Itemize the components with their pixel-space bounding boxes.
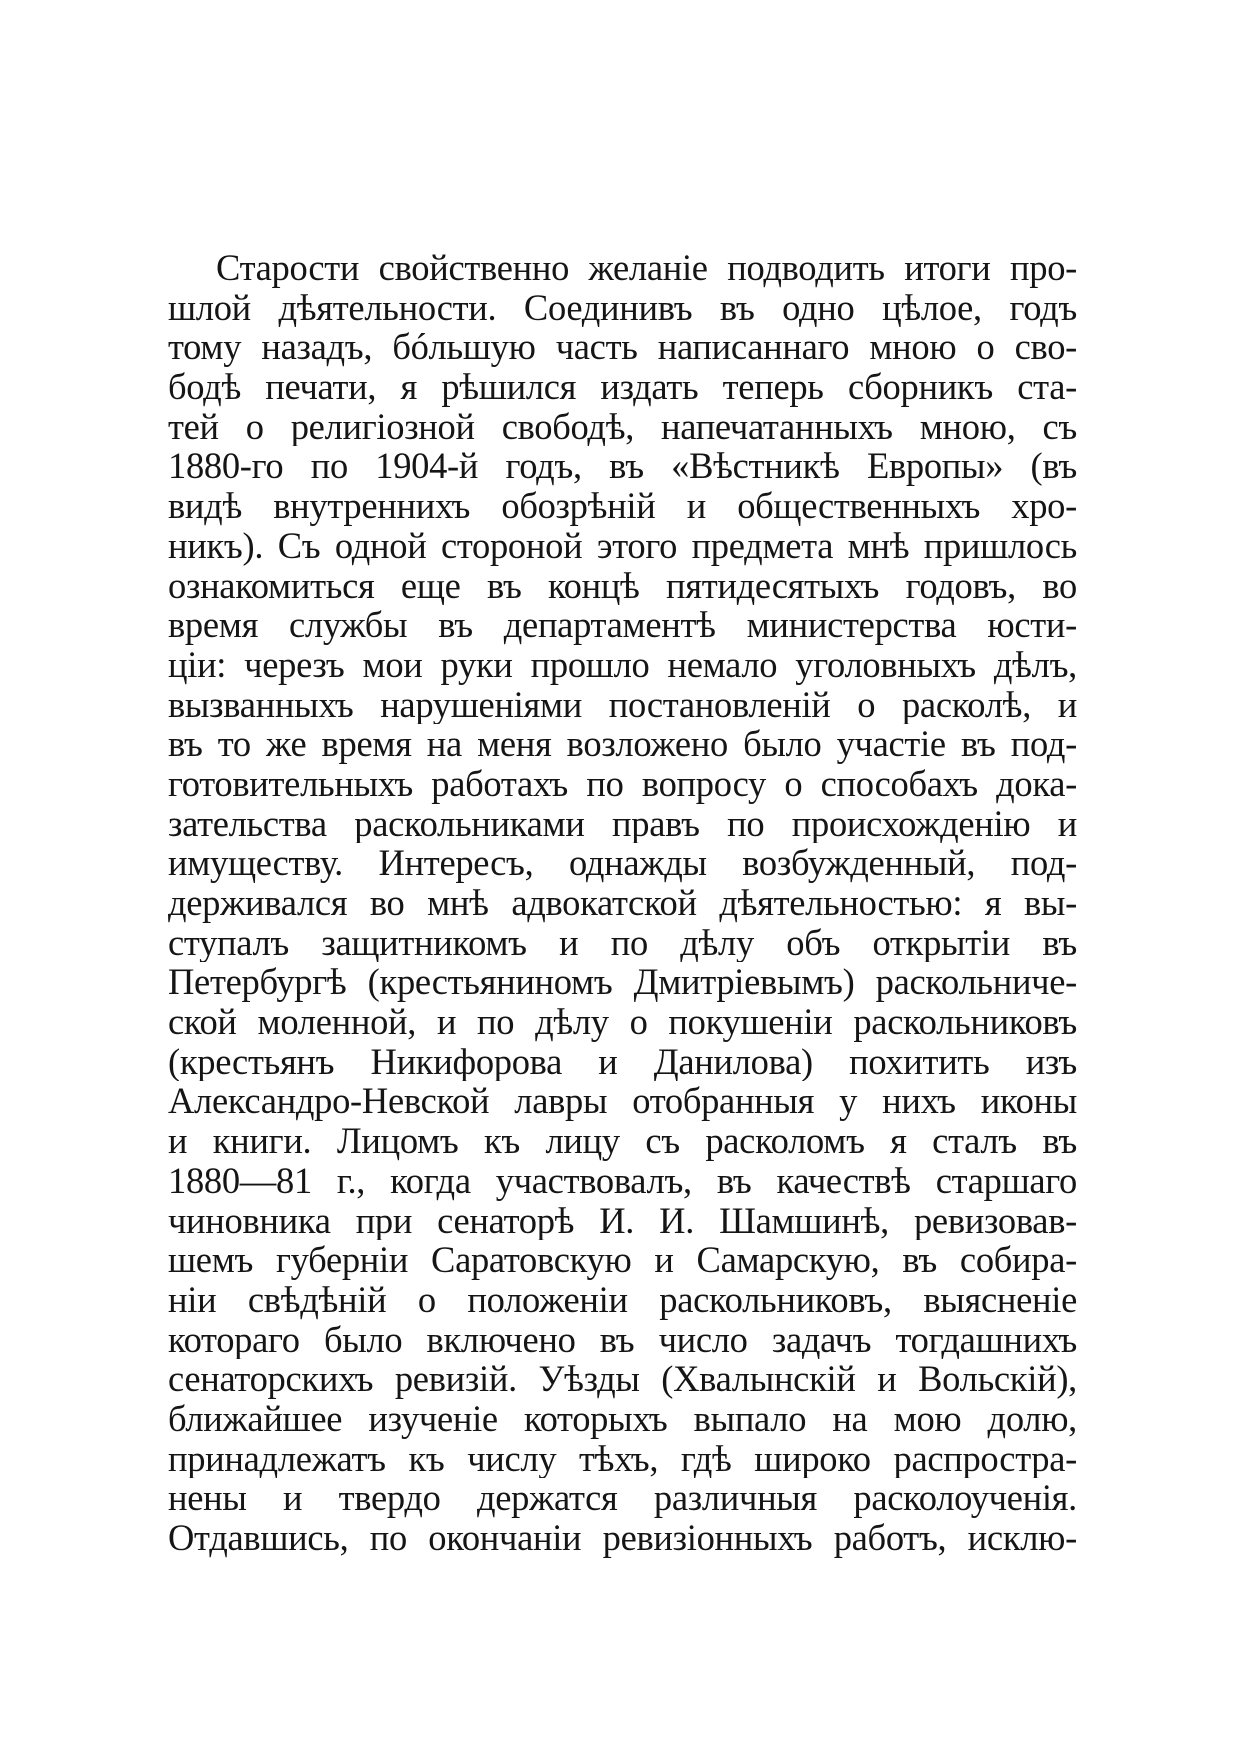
text-line: нены и твердо держатся различныя расколоученiя. bbox=[168, 1478, 1077, 1518]
text-line: ознакомиться еще въ концѣ пятидесятыхъ годовъ, во bbox=[168, 565, 1077, 606]
text-line: готовительныхъ работахъ по вопросу о способахъ дока- bbox=[168, 763, 1077, 804]
text-line: никъ). Съ одной стороной этого предмета мнѣ пришлось bbox=[168, 525, 1077, 566]
text-line: время службы въ департаментѣ министерства юсти- bbox=[168, 605, 1077, 645]
text-line: тому назадъ, бóльшую часть написаннаго мною о сво- bbox=[168, 327, 1077, 368]
text-line: принадлежатъ къ числу тѣхъ, гдѣ широко распростра- bbox=[168, 1438, 1077, 1479]
text-line: 1880—81 г., когда участвовалъ, въ качествѣ старшаго bbox=[168, 1160, 1077, 1201]
text-line: держивался во мнѣ адвокатской дѣятельностью: я вы- bbox=[168, 883, 1077, 923]
paragraph-first-line: Старости свойственно желанiе подводить итоги про- bbox=[216, 248, 1077, 288]
text-line: сенаторскихъ ревизiй. Уѣзды (Хвалынскiй и Вольскiй), bbox=[168, 1359, 1077, 1399]
text-line: Отдавшись, по окончанiи ревизiонныхъ работъ, исклю- bbox=[168, 1518, 1077, 1558]
text-line: котораго было включено въ число задачъ тогдашнихъ bbox=[168, 1319, 1077, 1360]
text-line: Александро-Невской лавры отобранныя у нихъ иконы bbox=[168, 1081, 1077, 1122]
text-line: Петербургѣ (крестьяниномъ Дмитрiевымъ) раскольниче- bbox=[168, 962, 1077, 1003]
text-line: ской моленной, и по дѣлу о покушенiи раскольниковъ bbox=[168, 1002, 1077, 1042]
text-line: цiи: черезъ мои руки прошло немало уголовныхъ дѣлъ, bbox=[168, 644, 1077, 685]
text-line: тей о религiозной свободѣ, напечатанныхъ мною, съ bbox=[168, 406, 1077, 447]
text-line: 1880-го по 1904-й годъ, въ «Вѣстникѣ Европы» (въ bbox=[168, 446, 1077, 487]
text-line: (крестьянъ Никифорова и Данилова) похитить изъ bbox=[168, 1041, 1077, 1082]
text-line: шлой дѣятельности. Соединивъ въ одно цѣлое, годъ bbox=[168, 287, 1077, 328]
text-line: бодѣ печати, я рѣшился издать теперь сборникъ ста- bbox=[168, 367, 1077, 407]
text-line: нiи свѣдѣнiй о положенiи раскольниковъ, выясненiе bbox=[168, 1279, 1077, 1320]
text-line: шемъ губернiи Саратовскую и Самарскую, въ собира- bbox=[168, 1240, 1077, 1280]
text-line: ближайшее изученiе которыхъ выпало на мою долю, bbox=[168, 1398, 1077, 1439]
text-line: чиновника при сенаторѣ И. И. Шамшинѣ, ревизовав- bbox=[168, 1200, 1077, 1241]
body-text bbox=[168, 248, 1077, 1558]
text-line: ступалъ защитникомъ и по дѣлу объ открытiи въ bbox=[168, 922, 1077, 963]
text-line: въ то же время на меня возложено было участiе въ под- bbox=[168, 724, 1077, 764]
text-line: и книги. Лицомъ къ лицу съ расколомъ я сталъ въ bbox=[168, 1121, 1077, 1161]
text-line: имуществу. Интересъ, однажды возбужденный, под- bbox=[168, 843, 1077, 883]
text-line: видѣ внутреннихъ обозрѣнiй и общественныхъ хро- bbox=[168, 486, 1077, 526]
text-line: вызванныхъ нарушенiями постановленiй о расколѣ, и bbox=[168, 684, 1077, 725]
text-line: зательства раскольниками правъ по происхожденiю и bbox=[168, 803, 1077, 844]
